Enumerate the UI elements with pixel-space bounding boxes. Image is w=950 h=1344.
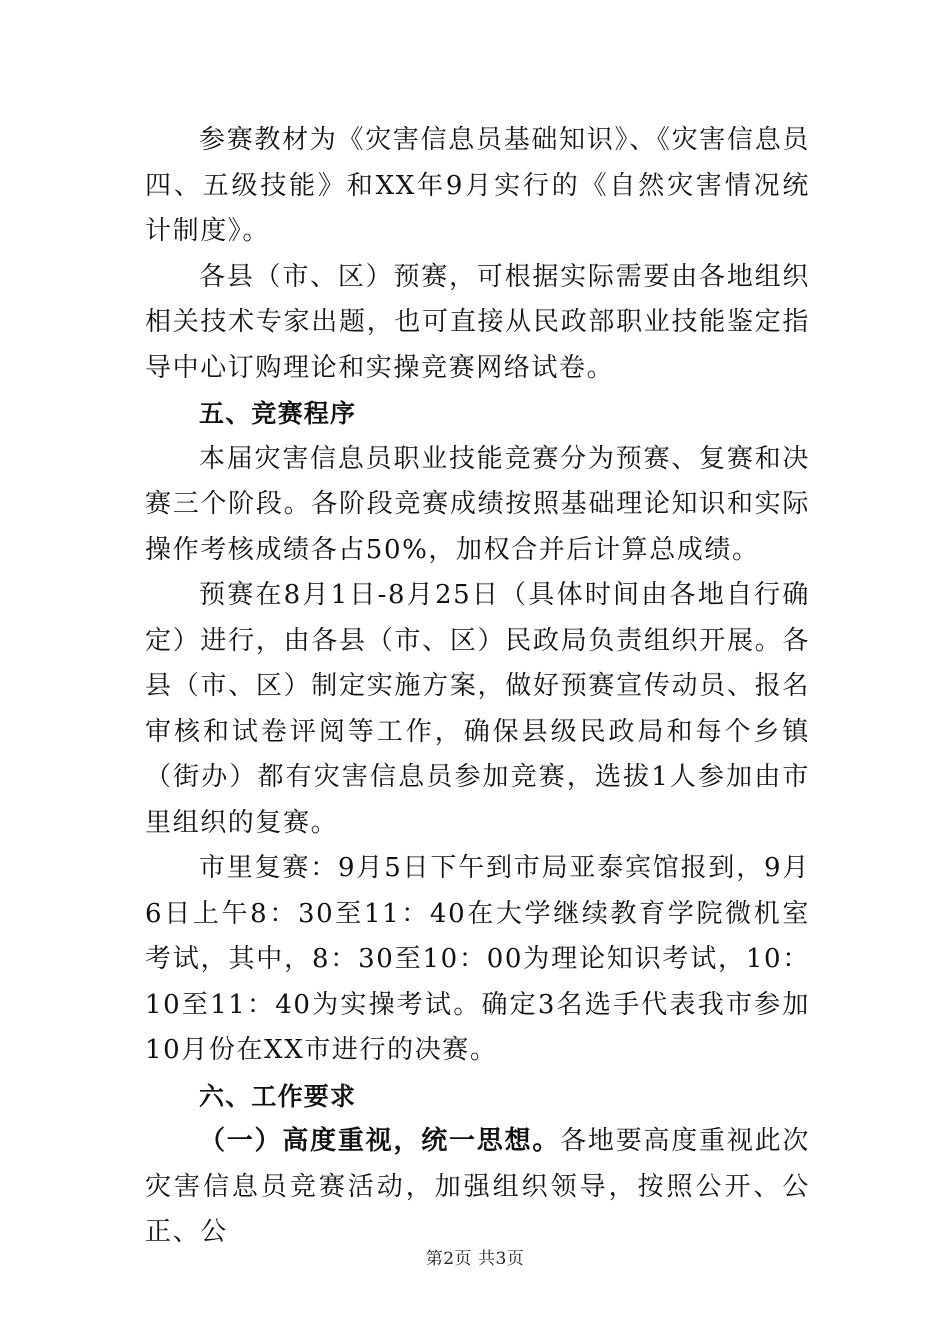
- section-heading-competition-procedure: 五、竞赛程序: [199, 399, 357, 428]
- page-footer: 第2页 共3页: [425, 1249, 525, 1269]
- paragraph-city-semifinal: 市里复赛：9月5日下午到市局亚泰宾馆报到，9月6日上午8：30至11：40在大学继续教育学院微机室考试，其中，8：30至10：00为理论知识考试，10：10至11：40为实操考试。确定3名选手代表我市参加10月份在XX市进行的决赛。: [145, 853, 810, 1065]
- paragraph-preliminary-questions: 各县（市、区）预赛，可根据实际需要由各地组织相关技术专家出题，也可直接从民政部职业技能鉴定指导中心订购理论和实操竞赛网络试卷。: [145, 261, 810, 383]
- requirement-1-text: 各地要高度重视此次灾害信息员竞赛活动，加强组织领导，按照公开、公正、公: [145, 1126, 810, 1247]
- requirement-1-lead: （一）高度重视，统一思想。: [199, 1126, 561, 1156]
- paragraph-materials: 参赛教材为《灾害信息员基础知识》、《灾害信息员四、五级技能》和XX年9月实行的《自然灾害情况统计制度》。: [145, 125, 810, 246]
- paragraph-requirement-1: [145, 1119, 810, 1256]
- section-heading-work-requirements: 六、工作要求: [199, 1081, 357, 1111]
- document-body: [145, 118, 810, 1256]
- paragraph-stages: 本届灾害信息员职业技能竞赛分为预赛、复赛和决赛三个阶段。各阶段竞赛成绩按照基础理论知识和实际操作考核成绩各占50%，加权合并后计算总成绩。: [145, 443, 810, 565]
- paragraph-preliminary-round: 预赛在8月1日-8月25日（具体时间由各地自行确定）进行，由各县（市、区）民政局负责组织开展。各县（市、区）制定实施方案，做好预赛宣传动员、报名审核和试卷评阅等工作，确保县级民政局和每个乡镇（街办）都有灾害信息员参加竞赛，选拔1人参加由市里组织的复赛。: [145, 580, 810, 838]
